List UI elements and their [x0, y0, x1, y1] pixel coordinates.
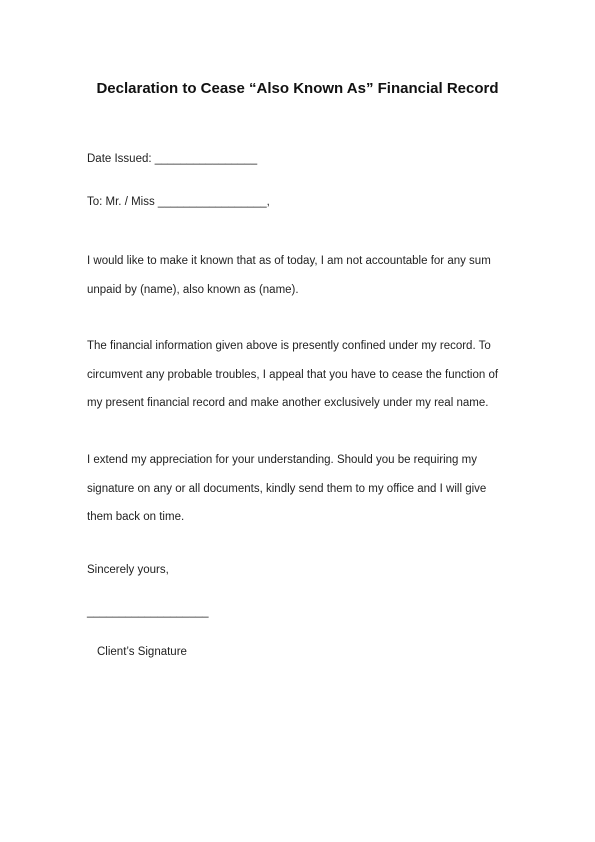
paragraph-line: them back on time.	[87, 511, 185, 523]
paragraph-line: The financial information given above is presently confined under my record. To	[87, 340, 491, 352]
signature-label: Client’s Signature	[97, 646, 187, 658]
closing-salutation: Sincerely yours,	[87, 564, 169, 576]
signature-line: ___________________	[87, 606, 209, 618]
paragraph-line: circumvent any probable troubles, I appeal that you have to cease the function of	[87, 368, 499, 381]
paragraph-line: signature on any or all documents, kindly send them to my office and I will give	[87, 482, 487, 495]
paragraph-line: I extend my appreciation for your understanding. Should you be requiring my	[87, 454, 477, 466]
recipient-line: To: Mr. / Miss _________________,	[87, 196, 270, 208]
paragraph-appreciation	[87, 446, 517, 532]
paragraph-line: unpaid by (name), also known as (name).	[87, 283, 299, 296]
paragraph-line: I would like to make it known that as of today, I am not accountable for any sum	[87, 255, 491, 267]
date-issued-line: Date Issued: ________________	[87, 153, 258, 165]
paragraph-accountability	[87, 247, 517, 304]
paragraph-request	[87, 332, 517, 418]
document-title: Declaration to Cease “Also Known As” Financial Record	[96, 80, 499, 97]
paragraph-line: my present financial record and make another exclusively under my real name.	[87, 397, 489, 409]
